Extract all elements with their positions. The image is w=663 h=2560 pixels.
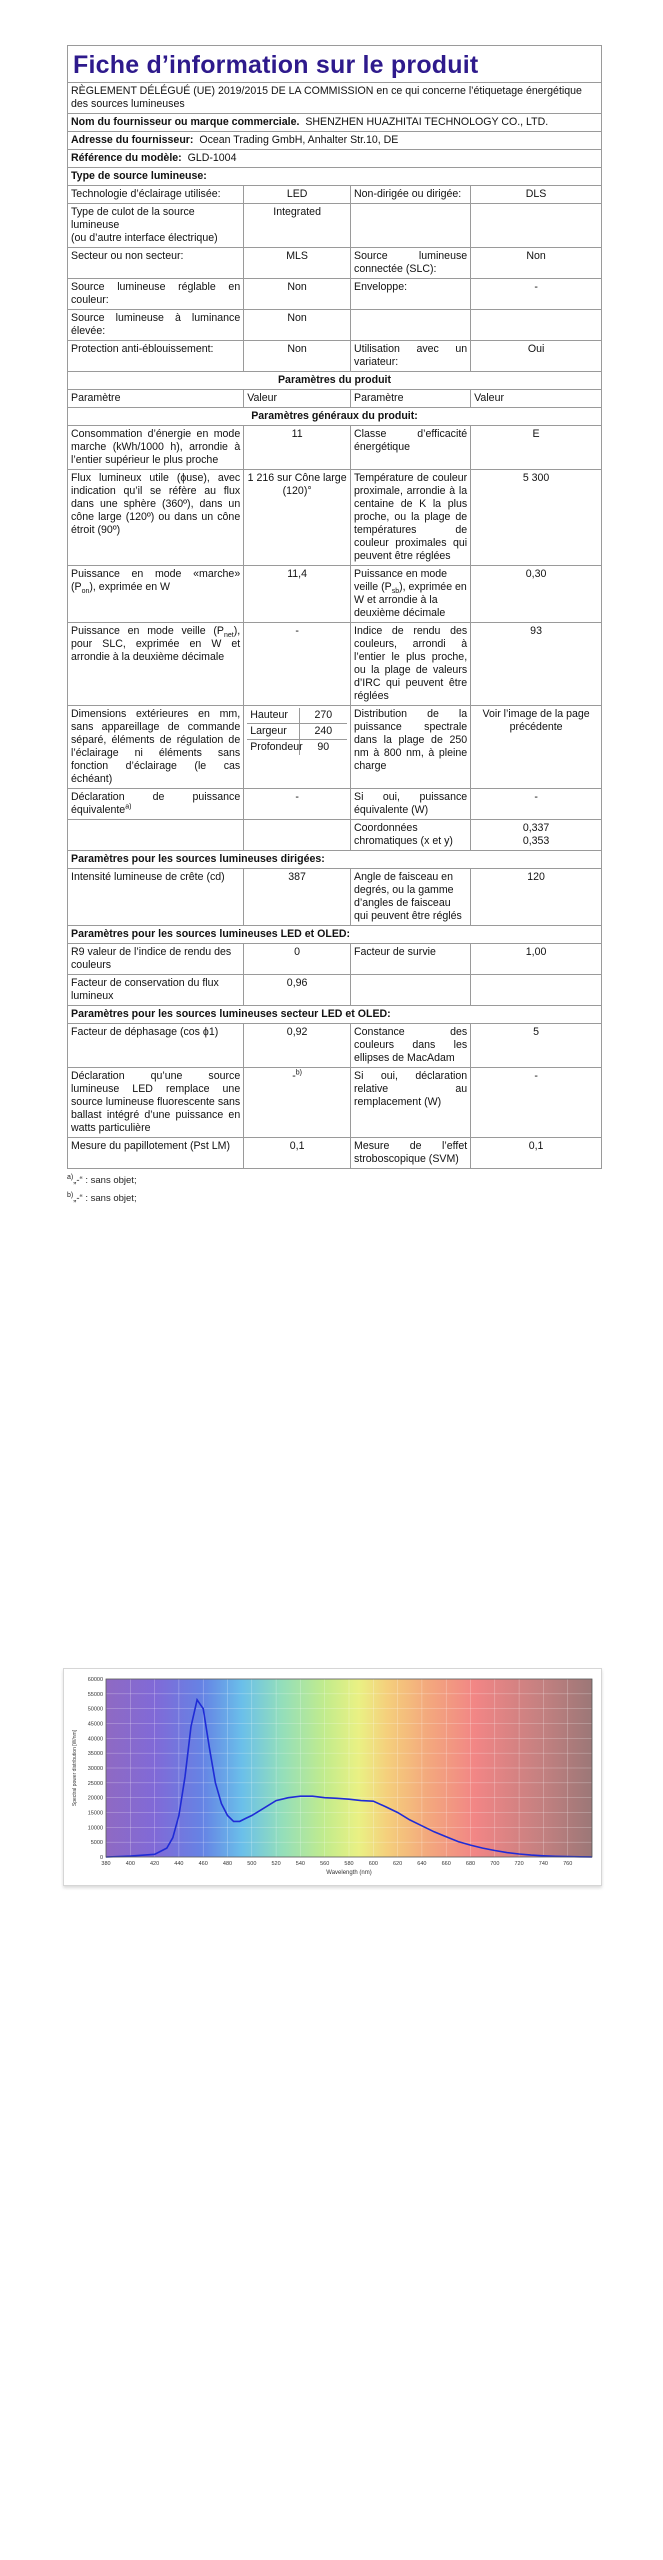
- supplier-name-row: [68, 114, 602, 132]
- colour-tunable-value: Non: [244, 279, 351, 310]
- spectrum-y-tick-label: 45000: [87, 1721, 103, 1728]
- on-mode-power-label-unit: ), exprimée en W: [89, 581, 171, 593]
- connected-source-value: Non: [471, 248, 602, 279]
- col-header-param-2: Paramètre: [351, 390, 471, 408]
- directional-type-value: DLS: [471, 186, 602, 204]
- standby-power-subscript: sb: [391, 588, 400, 596]
- spectrum-y-tick-label: 5000: [90, 1840, 103, 1847]
- spectrum-x-tick-label: 600: [368, 1861, 378, 1867]
- chromaticity-values: [471, 820, 602, 851]
- spectrum-chart-frame: [63, 1668, 602, 1886]
- spectrum-y-ticks: [88, 1677, 103, 1861]
- spectrum-x-tick-label: 460: [198, 1861, 208, 1867]
- supplier-address-value: Ocean Trading GmbH, Anhalter Str.10, DE: [199, 134, 399, 146]
- high-luminance-value: Non: [244, 310, 351, 341]
- network-standby-subscript: net: [224, 632, 234, 640]
- on-mode-power-label: [68, 566, 244, 623]
- product-information-sheet: [67, 45, 602, 1211]
- empty-cell: [471, 204, 602, 248]
- survival-factor-label: Facteur de survie: [351, 944, 471, 975]
- useful-flux-value: 1 216 sur Cône large (120)°: [244, 470, 351, 566]
- cap-type-value: Integrated: [244, 204, 351, 248]
- on-mode-power-subscript: on: [81, 588, 90, 596]
- spectrum-chart: [64, 1669, 601, 1885]
- regulation-text: RÈGLEMENT DÉLÉGUÉ (UE) 2019/2015 DE LA COMMISSION en ce qui concerne l’étiquetage énergétique des sources lumineuses: [68, 83, 602, 114]
- equivalent-power-value: -: [244, 789, 351, 820]
- dimension-height-label: Hauteur: [247, 708, 299, 724]
- spectrum-x-tick-label: 700: [490, 1861, 500, 1867]
- spectrum-x-tick-label: 400: [125, 1861, 135, 1867]
- lumen-maintenance-value: 0,96: [244, 975, 351, 1006]
- cct-value: 5 300: [471, 470, 602, 566]
- spectrum-x-tick-label: 640: [417, 1861, 427, 1867]
- envelope-value: -: [471, 279, 602, 310]
- equivalent-watt-value: -: [471, 789, 602, 820]
- spectrum-x-tick-label: 480: [222, 1861, 233, 1867]
- led-header: Paramètres pour les sources lumineuses LED et OLED:: [68, 926, 602, 944]
- technology-value: LED: [244, 186, 351, 204]
- directional-header: Paramètres pour les sources lumineuses dirigées:: [68, 851, 602, 869]
- empty-cell: [351, 975, 471, 1006]
- energy-consumption-value: 11: [244, 426, 351, 470]
- general-params-header: Paramètres généraux du produit:: [68, 408, 602, 426]
- empty-cell: [68, 820, 244, 851]
- spectrum-y-tick-label: 35000: [87, 1751, 103, 1758]
- energy-class-value: E: [471, 426, 602, 470]
- survival-factor-value: 1,00: [471, 944, 602, 975]
- cri-label: Indice de rendu des couleurs, arrondi à l’entier le plus proche, ou la plage de valeurs d’IRC qui peuvent être réglées: [351, 623, 471, 706]
- spectrum-y-tick-label: 10000: [87, 1825, 103, 1832]
- empty-cell: [471, 975, 602, 1006]
- peak-intensity-label: Intensité lumineuse de crête (cd): [68, 869, 244, 926]
- anti-glare-value: Non: [244, 341, 351, 372]
- spectrum-x-tick-label: 580: [344, 1861, 354, 1867]
- dimension-depth-label: Profondeur: [247, 740, 299, 756]
- mains-led-header: Paramètres pour les sources lumineuses secteur LED et OLED:: [68, 1006, 602, 1024]
- cap-type-label: Type de culot de la source lumineuse: [71, 206, 195, 231]
- fluorescent-replacement-dash: -: [292, 1070, 296, 1082]
- page-title: Fiche d’information sur le produit: [73, 51, 479, 79]
- beam-angle-value: 120: [471, 869, 602, 926]
- footnote-a: [67, 1175, 602, 1187]
- footnote-b-mark: b): [67, 1191, 74, 1199]
- cap-type-label-sub: (ou d’autre interface électrique): [71, 232, 218, 244]
- supplier-name-label: Nom du fournisseur ou marque commerciale.: [71, 116, 300, 128]
- spectrum-y-tick-label: 20000: [87, 1795, 103, 1802]
- spectral-distribution-label: Distribution de la puissance spectrale dans la plage de 250 nm à 800 nm, à pleine charge: [351, 706, 471, 789]
- stroboscopic-label: Mesure de l’effet stroboscopique (SVM): [351, 1138, 471, 1169]
- r9-value: 0: [244, 944, 351, 975]
- empty-cell: [244, 820, 351, 851]
- spectrum-grid: [106, 1679, 592, 1857]
- spectral-distribution-value: Voir l’image de la page précédente: [471, 706, 602, 789]
- footnote-b-text: „-“ : sans objet;: [73, 1193, 137, 1204]
- product-params-header: Paramètres du produit: [68, 372, 602, 390]
- spectrum-x-tick-label: 720: [514, 1861, 524, 1867]
- on-mode-power-label-text: Puissance en mode «marche» (P: [71, 568, 241, 593]
- empty-cell: [471, 310, 602, 341]
- colour-consistency-value: 5: [471, 1024, 602, 1068]
- stroboscopic-value: 0,1: [471, 1138, 602, 1169]
- energy-class-label: Classe d’efficacité énergétique: [351, 426, 471, 470]
- spectrum-x-tick-label: 760: [563, 1861, 573, 1867]
- energy-consumption-label: Consommation d’énergie en mode marche (kWh/1000 h), arrondie à l’entier supérieur le plus proche: [68, 426, 244, 470]
- flicker-label: Mesure du papillotement (Pst LM): [68, 1138, 244, 1169]
- network-standby-label-unit: ), pour SLC, exprimée en W et arrondie à la deuxième décimale: [71, 625, 241, 663]
- colour-consistency-label: Constance des couleurs dans les ellipses de MacAdam: [351, 1024, 471, 1068]
- spectrum-y-tick-label: 25000: [87, 1780, 103, 1787]
- spectrum-y-tick-label: 0: [99, 1855, 103, 1861]
- chromaticity-y-value: 0,353: [522, 835, 550, 847]
- spectrum-x-tick-label: 560: [320, 1861, 330, 1867]
- standby-power-value: 0,30: [471, 566, 602, 623]
- cap-type-cell: [68, 204, 244, 248]
- fiche-table: [67, 82, 602, 1169]
- dimensions-values: [244, 706, 351, 789]
- spectrum-y-tick-label: 60000: [87, 1677, 103, 1683]
- model-reference-label: Référence du modèle:: [71, 152, 182, 164]
- flicker-value: 0,1: [244, 1138, 351, 1169]
- spectrum-x-axis-label: Wavelength (nm): [326, 1870, 372, 1876]
- spectrum-x-ticks: [101, 1861, 572, 1867]
- supplier-address-row: [68, 132, 602, 150]
- replacement-watt-label: Si oui, déclaration relative au remplacement (W): [351, 1068, 471, 1138]
- peak-intensity-value: 387: [244, 869, 351, 926]
- footnotes: [67, 1175, 602, 1205]
- model-reference-value: GLD-1004: [187, 152, 237, 164]
- dimensions-subtable: [247, 708, 347, 755]
- anti-glare-label: Protection anti-éblouissement:: [68, 341, 244, 372]
- spectrum-x-tick-label: 660: [441, 1861, 451, 1867]
- spectrum-x-tick-label: 680: [465, 1861, 476, 1867]
- dimension-width-label: Largeur: [247, 724, 299, 740]
- empty-cell: [351, 204, 471, 248]
- beam-angle-label: Angle de faisceau en degrés, ou la gamme d’angles de faisceau qui peuvent être réglés: [351, 869, 471, 926]
- standby-power-label-unit: ), exprimée en W et arrondie à la deuxième décimale: [354, 581, 467, 619]
- spectrum-y-tick-label: 30000: [87, 1766, 103, 1772]
- col-header-value-1: Valeur: [244, 390, 351, 408]
- fluorescent-replacement-label: Déclaration qu’une source lumineuse LED remplace une source lumineuse fluorescente sans ballast intégré d’une puissance en watts particulière: [68, 1068, 244, 1138]
- col-header-value-2: Valeur: [471, 390, 602, 408]
- spectrum-x-tick-label: 380: [101, 1861, 111, 1867]
- col-header-param-1: Paramètre: [68, 390, 244, 408]
- chromaticity-label: Coordonnées chromatiques (x et y): [351, 820, 471, 851]
- spectrum-y-tick-label: 40000: [87, 1736, 103, 1743]
- fluorescent-replacement-value: [244, 1068, 351, 1138]
- footnote-a-text: „-“ : sans objet;: [73, 1175, 137, 1186]
- equivalent-power-label-text: Déclaration de puissance équivalente: [71, 791, 241, 816]
- network-standby-label-text: Puissance en mode veille (P: [71, 625, 224, 637]
- on-mode-power-value: 11,4: [244, 566, 351, 623]
- standby-power-label-text: Puissance en mode veille (P: [354, 568, 448, 593]
- equivalent-power-footnote-mark: a): [125, 803, 132, 811]
- envelope-label: Enveloppe:: [351, 279, 471, 310]
- fluorescent-replacement-footnote-mark: b): [295, 1069, 302, 1077]
- power-factor-value: 0,92: [244, 1024, 351, 1068]
- spectrum-x-tick-label: 740: [538, 1861, 548, 1867]
- spectrum-x-tick-label: 500: [247, 1861, 257, 1867]
- r9-label: R9 valeur de l’indice de rendu des couleurs: [68, 944, 244, 975]
- spectrum-y-tick-label: 55000: [87, 1691, 103, 1698]
- spectrum-x-tick-label: 520: [271, 1861, 281, 1867]
- power-factor-label: Facteur de déphasage (cos ϕ1): [68, 1024, 244, 1068]
- spectrum-x-tick-label: 420: [150, 1861, 160, 1867]
- equivalent-watt-label: Si oui, puissance équivalente (W): [351, 789, 471, 820]
- spectrum-y-axis-label: Spectral power distribution [W/nm]: [72, 1729, 78, 1807]
- dimension-height-value: 270: [299, 708, 347, 724]
- lumen-maintenance-label: Facteur de conservation du flux lumineux: [68, 975, 244, 1006]
- spectrum-x-tick-label: 440: [174, 1861, 184, 1867]
- spectrum-x-tick-label: 620: [393, 1861, 403, 1867]
- connected-source-label: Source lumineuse connectée (SLC):: [351, 248, 471, 279]
- colour-tunable-label: Source lumineuse réglable en couleur:: [68, 279, 244, 310]
- cri-value: 93: [471, 623, 602, 706]
- directional-type-label: Non-dirigée ou dirigée:: [351, 186, 471, 204]
- empty-cell: [351, 310, 471, 341]
- mains-value: MLS: [244, 248, 351, 279]
- mains-label: Secteur ou non secteur:: [68, 248, 244, 279]
- network-standby-value: -: [244, 623, 351, 706]
- source-type-header: Type de source lumineuse:: [68, 168, 602, 186]
- model-reference-row: [68, 150, 602, 168]
- dimension-depth-value: 90: [317, 741, 330, 753]
- dimension-width-value: 240: [299, 724, 347, 740]
- supplier-address-label: Adresse du fournisseur:: [71, 134, 194, 146]
- standby-power-label: [351, 566, 471, 623]
- replacement-watt-value: -: [471, 1068, 602, 1138]
- spectrum-y-tick-label: 15000: [87, 1810, 103, 1817]
- spectrum-y-tick-label: 50000: [87, 1706, 103, 1713]
- cct-label: Température de couleur proximale, arrondie à la centaine de K la plus proche, ou la plage de températures de couleur proximales qui peuvent être réglées: [351, 470, 471, 566]
- title-box: [67, 45, 602, 82]
- chromaticity-x-value: 0,337: [522, 822, 550, 834]
- supplier-name-value: SHENZHEN HUAZHITAI TECHNOLOGY CO., LTD.: [305, 116, 549, 128]
- high-luminance-label: Source lumineuse à luminance élevée:: [68, 310, 244, 341]
- network-standby-label: [68, 623, 244, 706]
- dimmable-value: Oui: [471, 341, 602, 372]
- spectrum-x-tick-label: 540: [295, 1861, 305, 1867]
- footnote-a-mark: a): [67, 1173, 74, 1181]
- footnote-b: [67, 1193, 602, 1205]
- useful-flux-label: Flux lumineux utile (ϕuse), avec indication qu’il se réfère au flux dans une sphère (360º), dans un cône large (120º) ou dans un cône étroit (90º): [68, 470, 244, 566]
- dimensions-label: Dimensions extérieures en mm, sans appareillage de commande séparé, éléments de régulation de l’éclairage ni éléments sans fonction d’éclairage (le cas échéant): [68, 706, 244, 789]
- equivalent-power-label: [68, 789, 244, 820]
- technology-label: Technologie d’éclairage utilisée:: [68, 186, 244, 204]
- dimmable-label: Utilisation avec un variateur:: [351, 341, 471, 372]
